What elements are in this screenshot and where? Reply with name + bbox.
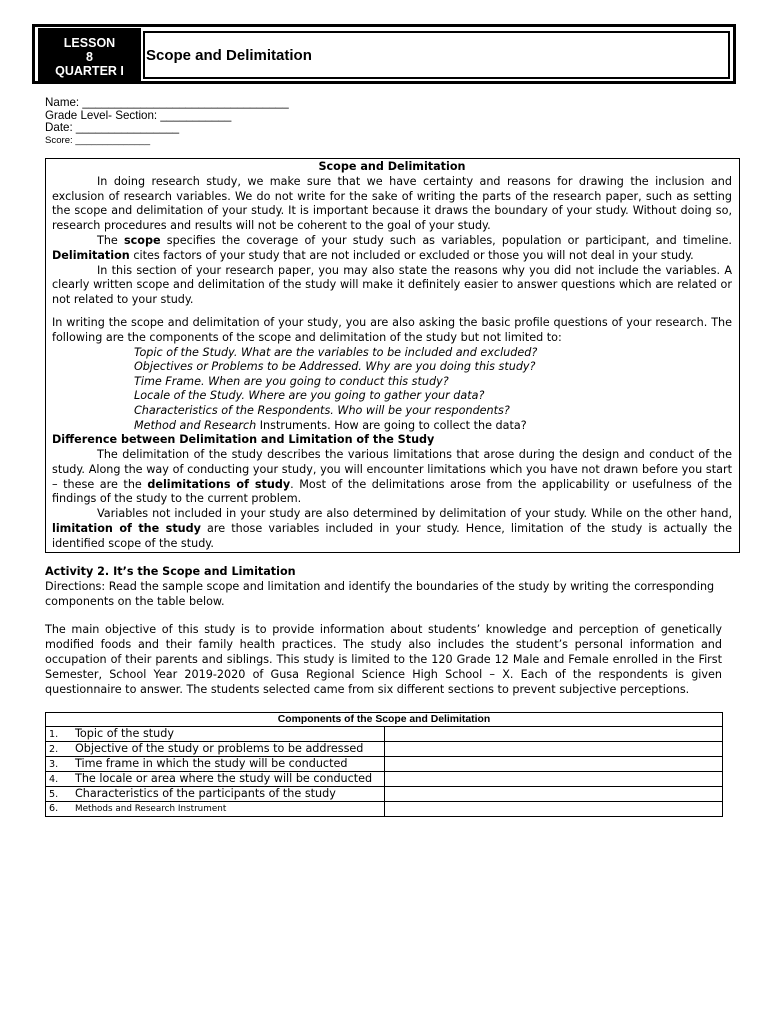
table-row — [46, 787, 723, 802]
row-label: Objective of the study or problems to be addressed — [75, 742, 364, 755]
row-label: The locale or area where the study will be conducted — [75, 772, 373, 785]
text-run: . Most of the delimitations arose from the applicability or usefulness of the findings of the study to the current problem. — [52, 477, 733, 506]
component-item: Objectives or Problems to be Addressed. Why are you doing this study? — [134, 360, 536, 374]
delimitation-term: Delimitation — [52, 248, 130, 262]
row-label: Characteristics of the participants of the study — [75, 787, 336, 800]
lesson-paragraph-2 — [52, 234, 732, 264]
activity-title: Activity 2. It’s the Scope and Limitation — [45, 565, 296, 578]
answer-cell[interactable] — [385, 802, 723, 817]
lesson-box-title: Scope and Delimitation — [318, 160, 466, 173]
component-item: Locale of the Study. Where are you going to gather your data? — [134, 389, 485, 403]
row-label: Time frame in which the study will be conducted — [75, 757, 348, 770]
lesson-box — [45, 158, 740, 553]
table-row — [46, 727, 723, 742]
answer-cell[interactable] — [385, 757, 723, 772]
component-item: Characteristics of the Respondents. Who will be your respondents? — [134, 403, 510, 417]
row-label: Topic of the study — [75, 727, 174, 740]
row-number: 3. — [49, 759, 59, 770]
text-run: Instruments. How are going to collect the data? — [256, 418, 527, 432]
row-number: 1. — [49, 729, 59, 740]
lesson-badge — [38, 28, 141, 82]
text-run: The — [97, 233, 124, 247]
text-run: are those variables included in your study. Hence, limitation of the study is actually the identified scope of the study. — [52, 521, 732, 550]
item-cell — [46, 742, 385, 757]
scope-term: scope — [124, 233, 161, 247]
item-cell — [46, 787, 385, 802]
row-number: 6. — [49, 803, 59, 814]
row-number: 2. — [49, 744, 59, 755]
quarter-label: QUARTER I — [55, 64, 124, 78]
table-row — [46, 757, 723, 772]
table-row — [46, 742, 723, 757]
item-cell — [46, 802, 385, 817]
text-run: Variables not included in your study are also determined by delimitation of your study. While on the other hand, — [97, 507, 732, 521]
table-header: Components of the Scope and Delimitation — [46, 713, 723, 727]
component-item: Time Frame. When are you going to conduct this study? — [134, 374, 449, 388]
text-run: The delimitation of the study describes the various limitations that arose during the design and conduct of the study. Along the way of conducting your study, you will encounter limitations which you have not drawn before you start – these are the — [52, 447, 732, 491]
component-item — [134, 419, 732, 434]
score-field[interactable]: Score: ______________ — [45, 134, 151, 146]
answer-cell[interactable] — [385, 742, 723, 757]
activity-section — [45, 565, 722, 697]
row-number: 4. — [49, 774, 59, 785]
lesson-paragraph-4: In writing the scope and delimitation of your study, you are also asking the basic profile questions of your research. The following are the components of the scope and delimitation of the study but not limited to: — [52, 315, 732, 344]
answer-cell[interactable] — [385, 772, 723, 787]
text-run: cites factors of your study that are not included or excluded or those you will not deal in your study. — [129, 248, 694, 262]
row-label: Methods and Research Instrument — [75, 804, 227, 814]
text-run: specifies the coverage of your study such as variables, population or participant, and timeline. — [160, 233, 732, 247]
page-title: Scope and Delimitation — [146, 47, 312, 64]
bold-term: delimitations of study — [147, 477, 291, 491]
lesson-paragraph-1: In doing research study, we make sure that we have certainty and reasons for drawing the inclusion and exclusion of research variables. We do not write for the sake of writing the parts of the research paper, such as setting the scope and delimitation of your study. It is important because it draws the boundary of your study. Without doing so, research procedures and results will not be coherent to the goal of your study. — [52, 174, 732, 233]
table-row — [46, 802, 723, 817]
component-item: Topic of the Study. What are the variables to be included and excluded? — [134, 345, 538, 359]
grade-section-field[interactable]: Grade Level- Section: ___________ — [45, 108, 232, 122]
name-field[interactable]: Name: ________________________________ — [45, 96, 289, 109]
bold-term: limitation of the study — [52, 521, 201, 535]
answer-cell[interactable] — [385, 727, 723, 742]
lesson-label: LESSON — [63, 36, 116, 50]
student-info — [45, 97, 289, 147]
date-field[interactable]: Date: ________________ — [45, 121, 180, 135]
lesson-paragraph-3: In this section of your research paper, you may also state the reasons why you did not include the variables. A clearly written scope and delimitation of the study will make it definitely easier to answer questions which are related or not related to your study. — [52, 263, 732, 307]
answer-cell[interactable] — [385, 787, 723, 802]
item-cell — [46, 727, 385, 742]
activity-directions: Directions: Read the sample scope and limitation and identify the boundaries of the study by writing the corresponding components on the table below. — [45, 579, 715, 608]
lesson-paragraph-6 — [52, 507, 732, 551]
item-cell — [46, 772, 385, 787]
text-run: Method and Research — [134, 418, 257, 432]
lesson-number: 8 — [86, 50, 93, 64]
lesson-paragraph-5 — [52, 448, 732, 507]
section-subheading: Difference between Delimitation and Limitation of the Study — [52, 433, 435, 447]
row-number: 5. — [49, 789, 59, 800]
components-table — [45, 712, 723, 817]
table-row — [46, 772, 723, 787]
item-cell — [46, 757, 385, 772]
activity-sample-text: The main objective of this study is to provide information about students’ knowledge and perception of genetically modified foods and their family health practices. The study also includes the student’s personal information and occupation of their parents and siblings. This study is limited to the 120 Grade 12 Male and Female enrolled in the First Semester, School Year 2019-2020 of Gusa Regional Science High School – X. Each of the respondents is given questionnaire to answer. The students selected came from six different sections to prevent subjective perceptions. — [45, 623, 722, 696]
